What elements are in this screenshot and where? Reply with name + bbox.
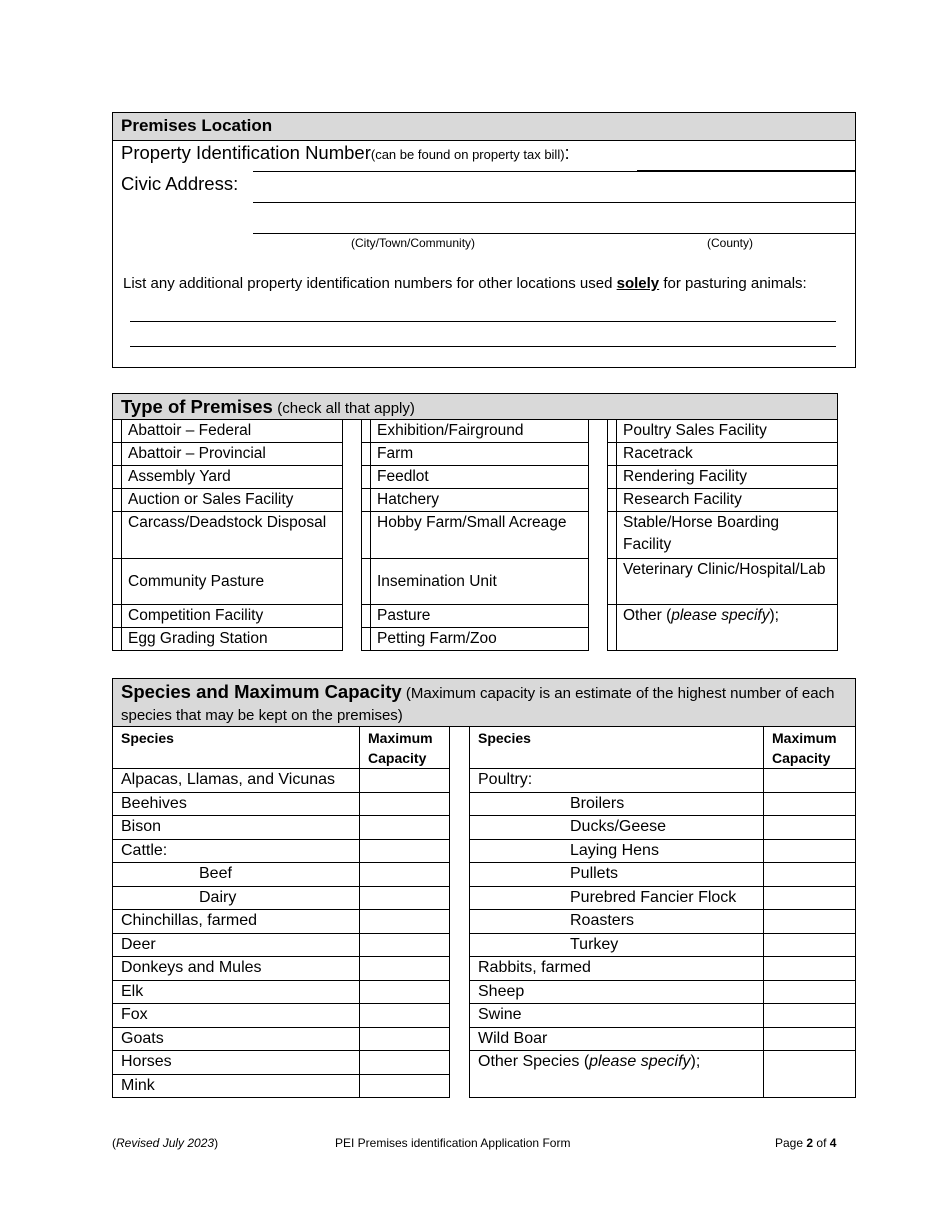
species-name: Laying Hens (470, 840, 764, 863)
premises-option: Poultry Sales Facility (617, 420, 838, 443)
capacity-input[interactable] (360, 887, 450, 910)
premises-option: Veterinary Clinic/Hospital/Lab (617, 559, 838, 605)
capacity-input[interactable] (360, 769, 450, 793)
checkbox[interactable] (362, 443, 371, 466)
premises-option: Stable/Horse Boarding Facility (617, 512, 838, 559)
species-name: Turkey (470, 934, 764, 957)
checkbox[interactable] (362, 605, 371, 628)
species-header (112, 678, 856, 727)
species-note: (Maximum capacity is an estimate of the highest number of each species that may be kept on the premises) (121, 685, 835, 724)
capacity-input[interactable] (360, 1075, 450, 1098)
capacity-input[interactable] (764, 793, 856, 816)
capacity-input[interactable] (764, 769, 856, 793)
capacity-input[interactable] (764, 957, 856, 981)
checkbox[interactable] (362, 420, 371, 443)
capacity-input[interactable] (764, 1004, 856, 1028)
capacity-input[interactable] (764, 887, 856, 910)
capacity-input[interactable] (764, 840, 856, 863)
pid-label: Property Identification Number(can be found on property tax bill): (121, 142, 570, 163)
civic-address-line-1[interactable] (253, 202, 856, 203)
checkbox[interactable] (608, 605, 617, 651)
premises-option: Abattoir – Provincial (122, 443, 343, 466)
species-table-left (112, 726, 450, 1098)
capacity-input[interactable] (360, 1028, 450, 1051)
species-name: Dairy (113, 887, 360, 910)
species-name: Roasters (470, 910, 764, 934)
species-name: Beehives (113, 793, 360, 816)
civic-divider (253, 171, 856, 172)
premises-option: Farm (371, 443, 589, 466)
premises-option: Hatchery (371, 489, 589, 512)
premises-option: Hobby Farm/Small Acreage (371, 512, 589, 559)
checkbox[interactable] (362, 512, 371, 559)
capacity-input[interactable] (764, 863, 856, 887)
premises-option: Research Facility (617, 489, 838, 512)
capacity-input[interactable] (360, 840, 450, 863)
checkbox[interactable] (608, 512, 617, 559)
capacity-input[interactable] (360, 981, 450, 1004)
species-name: Goats (113, 1028, 360, 1051)
premises-column-1 (112, 419, 343, 651)
checkbox[interactable] (113, 512, 122, 559)
species-name: Wild Boar (470, 1028, 764, 1051)
species-name: Mink (113, 1075, 360, 1098)
capacity-input[interactable] (360, 1004, 450, 1028)
premises-column-2 (361, 419, 589, 651)
species-name: Broilers (470, 793, 764, 816)
capacity-input[interactable] (360, 1051, 450, 1075)
species-name: Beef (113, 863, 360, 887)
capacity-input[interactable] (764, 981, 856, 1004)
premises-option: Community Pasture (122, 559, 343, 605)
footer-form-name: PEI Premises identification Application Form (335, 1136, 571, 1150)
species-name: Cattle: (113, 840, 360, 863)
checkbox[interactable] (608, 466, 617, 489)
premises-option: Auction or Sales Facility (122, 489, 343, 512)
capacity-input[interactable] (764, 1028, 856, 1051)
solely-emphasis: solely (616, 275, 660, 292)
col-species-header: Species (113, 727, 360, 769)
premises-option: Racetrack (617, 443, 838, 466)
species-name: Alpacas, Llamas, and Vicunas (113, 769, 360, 793)
species-name: Fox (113, 1004, 360, 1028)
premises-option: Insemination Unit (371, 559, 589, 605)
capacity-input[interactable] (360, 957, 450, 981)
civic-address-label: Civic Address: (121, 173, 239, 194)
premises-option: Competition Facility (122, 605, 343, 628)
col-capacity-header: Maximum Capacity (764, 727, 856, 769)
premises-column-3 (607, 419, 838, 651)
premises-option: Petting Farm/Zoo (371, 628, 589, 651)
checkbox[interactable] (362, 489, 371, 512)
city-caption: (City/Town/Community) (351, 236, 476, 250)
checkbox[interactable] (113, 489, 122, 512)
species-title-block: Species and Maximum Capacity (Maximum capacity is an estimate of the highest number of each species that may be kept on the premises) (121, 681, 835, 724)
premises-option: Egg Grading Station (122, 628, 343, 651)
type-of-premises-note: (check all that apply) (277, 400, 415, 417)
footer-revised: (Revised July 2023) (112, 1136, 219, 1150)
species-name: Chinchillas, farmed (113, 910, 360, 934)
species-name: Bison (113, 816, 360, 840)
col-species-header: Species (470, 727, 764, 769)
checkbox[interactable] (362, 559, 371, 605)
capacity-input[interactable] (764, 934, 856, 957)
col-capacity-header: Maximum Capacity (360, 727, 450, 769)
type-of-premises-title: Type of Premises (check all that apply) (121, 396, 415, 417)
capacity-input[interactable] (360, 863, 450, 887)
pid-note: (can be found on property tax bill) (370, 147, 565, 162)
premises-option: Rendering Facility (617, 466, 838, 489)
footer-page-number: Page 2 of 4 (775, 1136, 837, 1150)
capacity-input[interactable] (360, 910, 450, 934)
premises-option-other[interactable]: Other (please specify); (617, 605, 838, 651)
checkbox[interactable] (113, 559, 122, 605)
checkbox[interactable] (362, 466, 371, 489)
species-name: Elk (113, 981, 360, 1004)
checkbox[interactable] (113, 605, 122, 628)
species-name: Ducks/Geese (470, 816, 764, 840)
checkbox[interactable] (608, 559, 617, 605)
premises-option: Carcass/Deadstock Disposal (122, 512, 343, 559)
checkbox[interactable] (362, 628, 371, 651)
checkbox[interactable] (113, 628, 122, 651)
checkbox[interactable] (113, 443, 122, 466)
species-name: Purebred Fancier Flock (470, 887, 764, 910)
premises-location-header (113, 113, 855, 141)
species-name: Poultry: (470, 769, 764, 793)
premises-option: Pasture (371, 605, 589, 628)
capacity-input[interactable] (360, 793, 450, 816)
species-table-right (469, 726, 856, 1098)
premises-option: Abattoir – Federal (122, 420, 343, 443)
species-name: Donkeys and Mules (113, 957, 360, 981)
premises-option: Feedlot (371, 466, 589, 489)
checkbox[interactable] (113, 466, 122, 489)
species-name: Horses (113, 1051, 360, 1075)
capacity-input[interactable] (764, 910, 856, 934)
checkbox[interactable] (113, 420, 122, 443)
species-name: Deer (113, 934, 360, 957)
county-caption: (County) (707, 236, 754, 250)
premises-location-title: Premises Location (121, 116, 273, 135)
premises-option: Assembly Yard (122, 466, 343, 489)
capacity-input[interactable] (360, 816, 450, 840)
species-name: Rabbits, farmed (470, 957, 764, 981)
species-other[interactable]: Other Species (please specify); (470, 1051, 764, 1098)
type-of-premises-header (112, 393, 838, 420)
species-name: Swine (470, 1004, 764, 1028)
additional-pid-line-1[interactable] (130, 321, 836, 322)
checkbox[interactable] (608, 489, 617, 512)
civic-address-line-2[interactable] (253, 233, 856, 234)
capacity-input[interactable] (764, 816, 856, 840)
species-name: Sheep (470, 981, 764, 1004)
additional-pid-line-2[interactable] (130, 346, 836, 347)
additional-pid-instruction: List any additional property identification numbers for other locations used solely for pasturing animals: (123, 275, 807, 292)
species-name: Pullets (470, 863, 764, 887)
checkbox[interactable] (608, 420, 617, 443)
checkbox[interactable] (608, 443, 617, 466)
capacity-input[interactable] (764, 1051, 856, 1098)
premises-option: Exhibition/Fairground (371, 420, 589, 443)
capacity-input[interactable] (360, 934, 450, 957)
